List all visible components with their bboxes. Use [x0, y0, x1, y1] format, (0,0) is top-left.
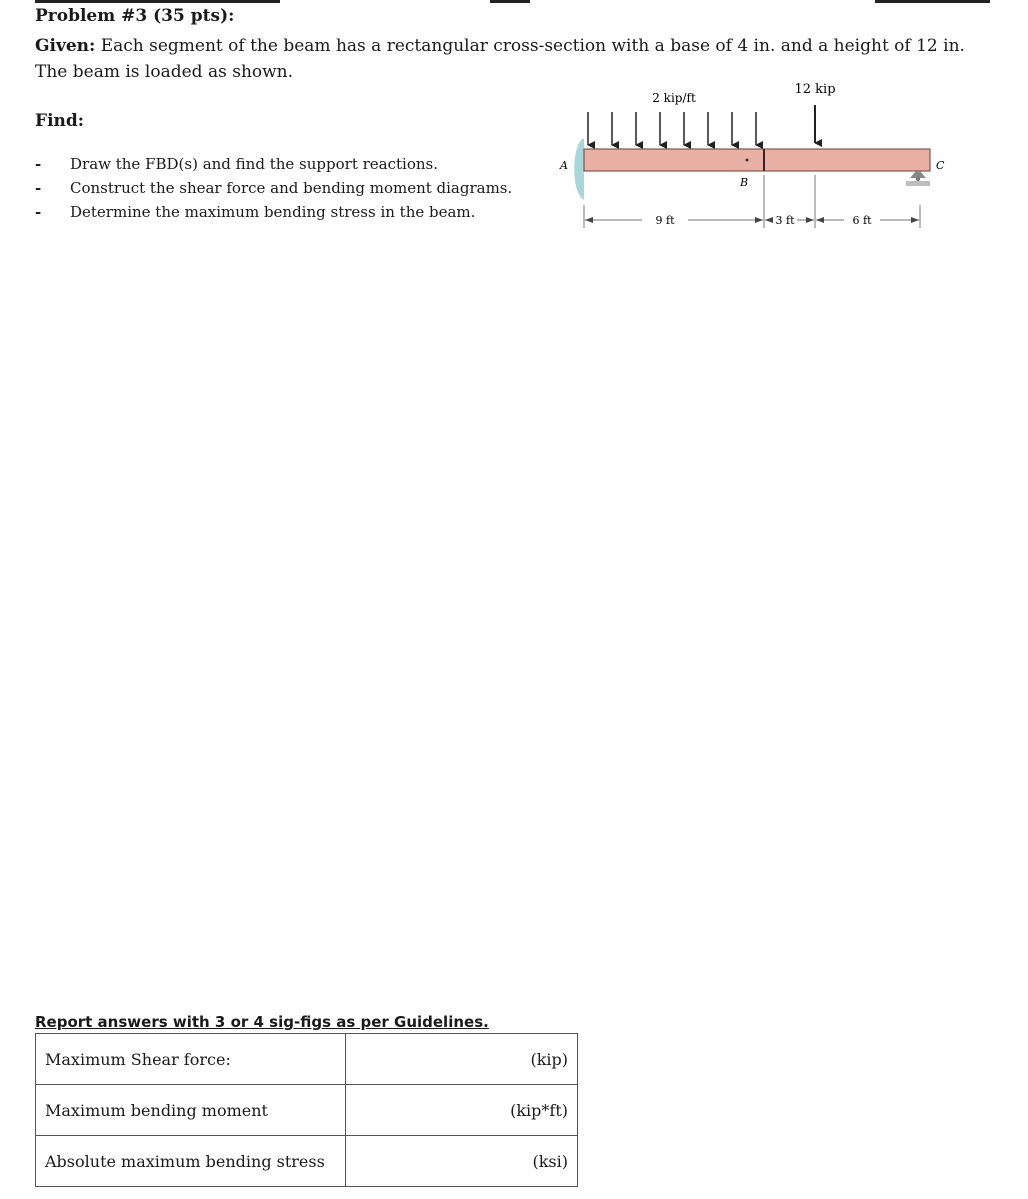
dimension-label-load-c: 6 ft [852, 214, 872, 227]
task-item [35, 152, 512, 176]
roller-support-icon [906, 171, 930, 186]
given-paragraph [35, 33, 995, 85]
answer-cell-moment[interactable] [346, 1085, 578, 1136]
beam-figure [550, 80, 970, 240]
task-item [35, 200, 512, 224]
bullet-dash: - [35, 203, 42, 221]
hinge-pin-icon [746, 159, 749, 162]
point-load-label: 12 kip [794, 82, 836, 97]
problem-title: Problem #3 (35 pts): [35, 6, 235, 26]
label-b: B [740, 176, 749, 189]
bullet-dash: - [35, 179, 42, 197]
task-text: Construct the shear force and bending moment diagrams. [70, 179, 513, 197]
task-item [35, 176, 512, 200]
answer-unit: (kip) [530, 1049, 568, 1069]
distributed-load-label: 2 kip/ft [652, 91, 696, 105]
answer-label: Maximum bending moment [36, 1085, 346, 1136]
table-row [36, 1034, 578, 1085]
task-text: Draw the FBD(s) and find the support reactions. [70, 155, 438, 173]
fixed-support-icon [574, 138, 584, 200]
distributed-load-arrows [588, 112, 756, 145]
answer-label: Maximum Shear force: [36, 1034, 346, 1085]
answer-unit: (ksi) [532, 1151, 568, 1171]
find-label: Find: [35, 111, 85, 131]
beam-segment-bc [764, 149, 930, 171]
answers-table [35, 1033, 578, 1187]
dimension-label-b-load: 3 ft [775, 214, 795, 227]
beam-segment-ab [584, 149, 764, 171]
answer-unit: (kip*ft) [510, 1100, 568, 1120]
table-row [36, 1085, 578, 1136]
report-heading: Report answers with 3 or 4 sig-figs as per Guidelines. [35, 1013, 489, 1031]
answer-label: Absolute maximum bending stress [36, 1136, 346, 1187]
answer-cell-stress[interactable] [346, 1136, 578, 1187]
dimension-label-ab: 9 ft [655, 214, 675, 227]
label-c: C [936, 159, 945, 172]
task-text: Determine the maximum bending stress in the beam. [70, 203, 476, 221]
bullet-dash: - [35, 155, 42, 173]
task-list [35, 152, 512, 224]
label-a: A [560, 159, 568, 172]
given-label: Given: [35, 36, 96, 56]
given-text: Each segment of the beam has a rectangular cross-section with a base of 4 in. and a height of 12 in. The beam is loaded as shown. [35, 36, 965, 82]
answer-cell-shear[interactable] [346, 1034, 578, 1085]
top-rule [0, 0, 1028, 4]
table-row [36, 1136, 578, 1187]
